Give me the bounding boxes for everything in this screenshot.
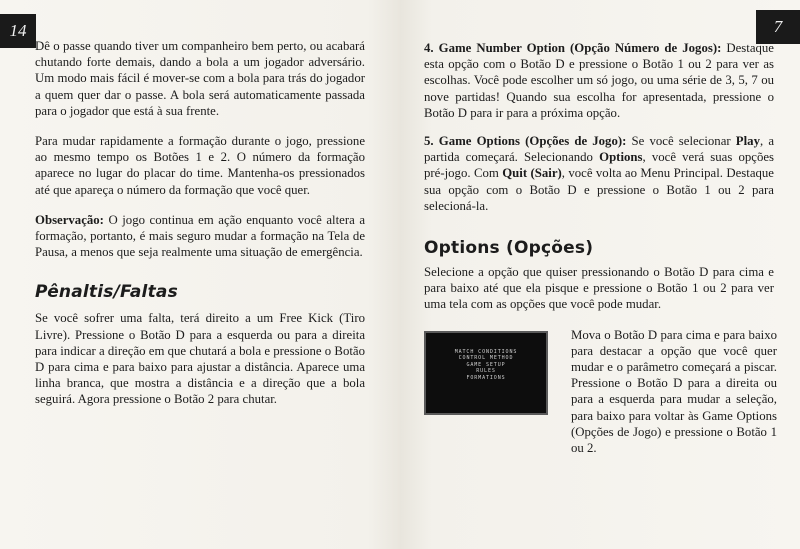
paragraph-options: Selecione a opção que quiser pressionando o Botão D para cima e para baixo até que ela pisque e pressione o Botão 1 ou 2 para ver uma tela com as opções que você pode mudar. (424, 265, 774, 312)
right-page (400, 0, 800, 549)
paragraph-screen: Mova o Botão D para cima e para baixo para destacar a opção que você quer mudar e o parâmetro começará a piscar. Pressione o Botão D para a direita ou para a esquerda para mudar a seleção, para baixo para voltar às Game Options (Opções de Jogo) e pressione o Botão 1 ou 2. (571, 327, 777, 456)
screen-menu-item: RULES (476, 368, 496, 375)
screen-menu-item: GAME SETUP (466, 361, 506, 368)
observacao-text: O jogo continua em ação enquanto você altera a formação, portanto, é mais seguro mudar a formação na Tela de Pausa, a menos que seja realmente uma situação de emergência. (35, 212, 365, 260)
page-number: 7 (773, 17, 783, 36)
paragraph-observacao (35, 212, 365, 261)
play-term: Play (735, 134, 760, 149)
right-column (424, 40, 777, 477)
paragraph-item-5: 5. Game Options (Opções de Jogo): Se você selecionar Play, a partida começará. Selecionando Options, você verá suas opções pré-jogo. Com Quit (Sair), você volta ao Menu Principal. Destaque sua opção com o Botão D e pressione o Botão 1 ou 2 para selecioná-la. (424, 134, 775, 213)
paragraph-item-4 (424, 40, 774, 121)
heading-penaltis: Pênaltis/Faltas (35, 282, 178, 303)
screen-description (571, 327, 777, 457)
heading-options: Options (Opções) (424, 238, 594, 259)
screen-section (424, 327, 777, 477)
item-4-text: Destaque esta opção com o Botão D e pressione o Botão 1 ou 2 para ver as escolhas. Você pode escolher um só jogo, ou uma série de 3, 5, 7 ou nove partidas! Quando sua escolha for apresentada, pressione o Botão D para ir para a próxima opção. (424, 41, 774, 120)
item-4-label: 4. Game Number Option (Opção Número de Jogos): (424, 41, 722, 55)
screen-menu-item: MATCH CONDITIONS (454, 348, 518, 355)
observacao-label: Observação: (35, 212, 104, 227)
options-screenshot (424, 331, 548, 415)
left-column (35, 38, 365, 408)
paragraph-penaltis: Se você sofrer uma falta, terá direito a um Free Kick (Tiro Livre). Pressione o Botão D para a esquerda ou para a direita para indicar a direção em que chutará a bola e pressione o Botão D para cima e para baixo para ajustar a distância. Aparece uma linha branca, que mostra a distância e a direção que a bola seguirá. Agora pressione o Botão 2 para chutar. (35, 311, 365, 407)
quit-term: Quit (Sair) (502, 166, 562, 181)
paragraph-passe: Dê o passe quando tiver um companheiro bem perto, ou acabará chutando forte demais, dando a bola a um jogador adversário. Um modo mais fácil é mover-se com a bola para trás do jogador a quem quer dar o passe. A bola será automaticamente passada para o jogador que está à sua frente. (35, 39, 365, 118)
screen-menu (438, 349, 534, 382)
item-5-label: 5. Game Options (Opções de Jogo): (424, 134, 627, 149)
paragraph-formacao: Para mudar rapidamente a formação durante o jogo, pressione ao mesmo tempo os Botões 1 e 2. O número da formação aparece no lugar do placar do time. Mantenha-os pressionados até que apareça o número da formação que você quer. (35, 134, 365, 197)
screen-menu-item: FORMATIONS (466, 374, 506, 381)
screen-menu-item: CONTROL METHOD (458, 355, 514, 362)
page-number: 14 (9, 21, 27, 40)
page-number-tab (0, 14, 36, 48)
page-number-tab (756, 10, 800, 44)
options-term: Options (599, 150, 643, 165)
